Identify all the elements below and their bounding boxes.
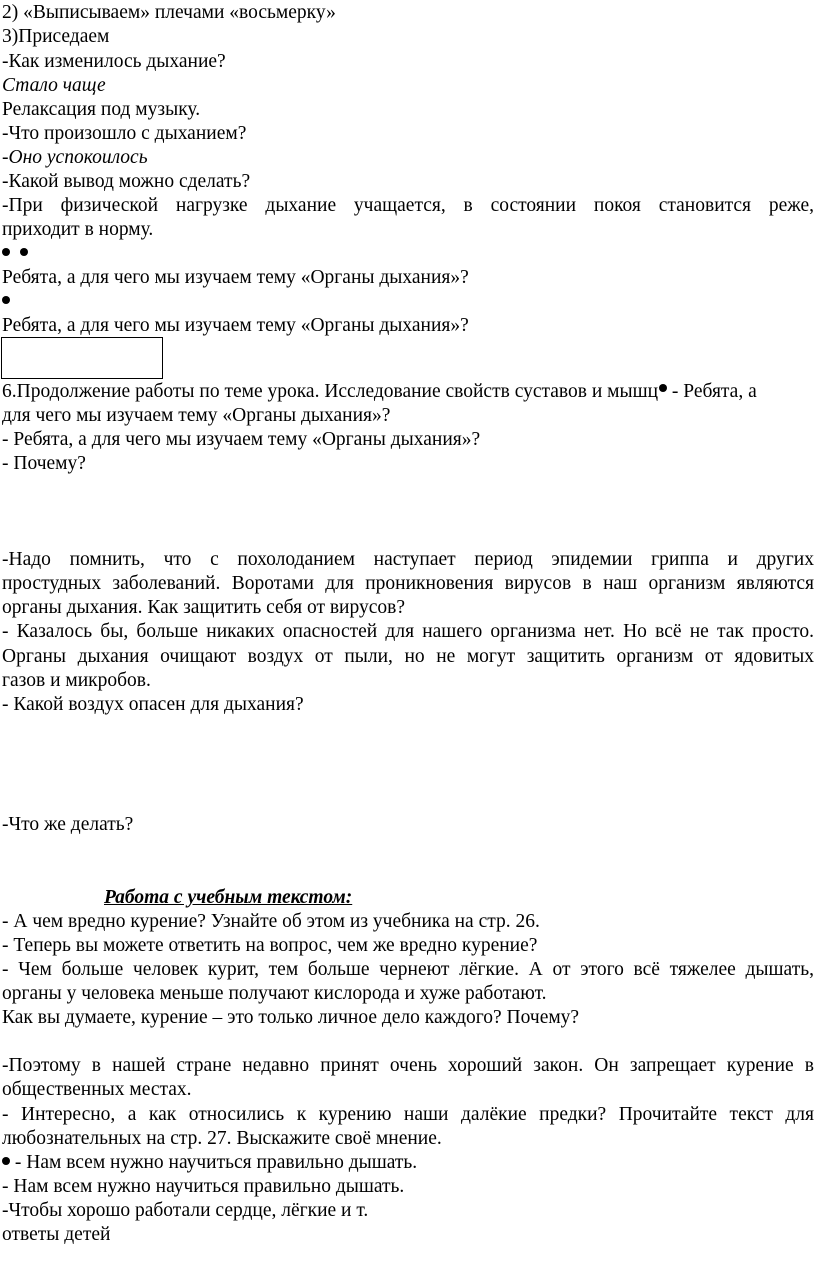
text-line-14: для чего мы изучаем тему «Органы дыхания»? bbox=[2, 405, 391, 426]
section-6-question: - Ребята, а bbox=[667, 381, 757, 402]
answer-text: Оно успокоилось bbox=[8, 147, 148, 168]
text-line-31: -Поэтому в нашей стране недавно принят очень хороший закон. Он запрещает курение в bbox=[2, 1055, 814, 1076]
bullet-icon bbox=[20, 248, 28, 256]
text-line-5: Релаксация под музыку. bbox=[2, 99, 201, 120]
text-line-36: - Нам всем нужно научиться правильно дышать. bbox=[2, 1176, 405, 1197]
bullet-icon bbox=[2, 1157, 10, 1165]
text-line-28: - Чем больше человек курит, тем больше чернеют лёгкие. А от этого всё тяжелее дышать, bbox=[2, 959, 814, 980]
text-line-15: - Ребята, а для чего мы изучаем тему «Органы дыхания»? bbox=[2, 429, 481, 450]
text-line-35 bbox=[2, 1151, 417, 1175]
text-line-32: общественных местах. bbox=[2, 1079, 192, 1100]
text-line-16: - Почему? bbox=[2, 453, 86, 474]
text-line-29: органы у человека меньше получают кислорода и хуже работают. bbox=[2, 983, 547, 1004]
empty-frame bbox=[1, 337, 163, 379]
bullet-icon bbox=[2, 296, 10, 304]
conclusion-text: - Нам всем нужно научиться правильно дышать. bbox=[10, 1152, 418, 1173]
text-line-10: приходит в норму. bbox=[2, 219, 154, 240]
text-line-8: -Какой вывод можно сделать? bbox=[2, 171, 251, 192]
text-line-37: -Чтобы хорошо работали сердце, лёгкие и т. bbox=[2, 1200, 369, 1221]
text-line-18: простудных заболеваний. Воротами для проникновения вирусов в наш организм являются bbox=[2, 573, 814, 594]
text-line-33: - Интересно, а как относились к курению наши далёкие предки? Прочитайте текст для bbox=[2, 1104, 814, 1125]
section-heading-textbook: Работа с учебным текстом: bbox=[104, 887, 353, 908]
text-line-23: - Какой воздух опасен для дыхания? bbox=[2, 694, 304, 715]
section-6-heading: 6.Продолжение работы по теме урока. Исследование свойств суставов и мышц bbox=[2, 381, 659, 402]
text-line-20: - Казалось бы, больше никаких опасностей для нашего организма нет. Но всё не так просто. bbox=[2, 621, 814, 642]
text-line-2: 3)Приседаем bbox=[2, 26, 110, 47]
text-line-26: - А чем вредно курение? Узнайте об этом из учебника на стр. 26. bbox=[2, 911, 540, 932]
text-line-7 bbox=[2, 146, 148, 170]
bullet-row-single bbox=[2, 290, 10, 314]
text-line-17: -Надо помнить, что с похолоданием наступает период эпидемии гриппа и других bbox=[2, 549, 814, 570]
bullet-icon bbox=[659, 384, 667, 392]
text-line-27: - Теперь вы можете ответить на вопрос, чем же вредно курение? bbox=[2, 935, 538, 956]
text-line-12: Ребята, а для чего мы изучаем тему «Органы дыхания»? bbox=[2, 315, 469, 336]
bullet-row-double bbox=[2, 242, 28, 266]
text-line-4-answer: Стало чаще bbox=[2, 75, 106, 96]
text-line-1: 2) «Выписываем» плечами «восьмерку» bbox=[2, 2, 336, 23]
text-line-34: любознательных на стр. 27. Выскажите своё мнение. bbox=[2, 1128, 442, 1149]
bullet-icon bbox=[2, 248, 10, 256]
text-line-6: -Что произошло с дыханием? bbox=[2, 123, 247, 144]
text-line-30: Как вы думаете, курение – это только личное дело каждого? Почему? bbox=[2, 1007, 580, 1028]
text-line-9: -При физической нагрузке дыхание учащается, в состоянии покоя становится реже, bbox=[2, 195, 814, 216]
dash-prefix: - bbox=[2, 147, 9, 168]
text-line-13 bbox=[2, 380, 757, 404]
text-line-3: -Как изменилось дыхание? bbox=[2, 51, 226, 72]
text-line-19: органы дыхания. Как защитить себя от вирусов? bbox=[2, 597, 406, 618]
text-line-22: газов и микробов. bbox=[2, 670, 151, 691]
text-line-11: Ребята, а для чего мы изучаем тему «Органы дыхания»? bbox=[2, 267, 469, 288]
text-line-38: ответы детей bbox=[2, 1224, 111, 1245]
text-line-21: Органы дыхания очищают воздух от пыли, но не могут защитить организм от ядовитых bbox=[2, 646, 814, 667]
text-line-24: -Что же делать? bbox=[2, 814, 134, 835]
